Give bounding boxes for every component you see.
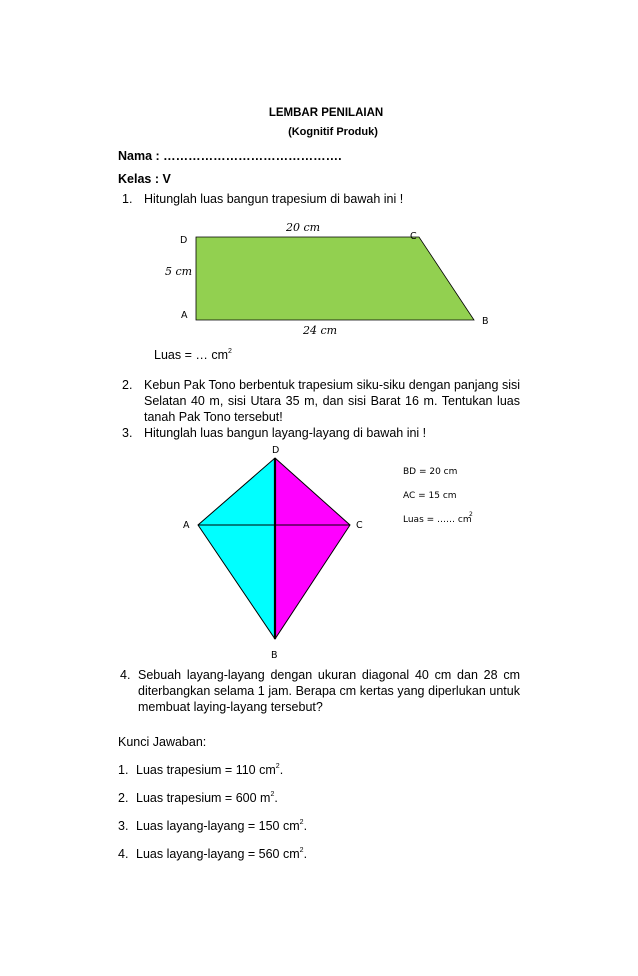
answer-key-superscript: 2 — [275, 763, 280, 770]
answer-key-item — [118, 762, 284, 778]
answer-key-text-3 — [136, 818, 307, 834]
q3-text: Hitunglah luas bangun layang-layang di bawah ini ! — [144, 426, 427, 440]
name-field-label: Nama : ……………………………………. — [118, 149, 342, 163]
kite-vertex-b: B — [271, 650, 278, 661]
answer-key-number: 2. — [118, 791, 129, 805]
answer-key-title: Kunci Jawaban: — [118, 735, 207, 749]
q2-number: 2. — [122, 378, 133, 392]
answer-key-text-4 — [136, 846, 307, 862]
answer-key-superscript: 2 — [270, 791, 275, 798]
trapezoid-bottom-dimension: 24 cm — [303, 324, 338, 337]
trapezoid-vertex-c: C — [410, 231, 417, 242]
trapezoid-vertex-d: D — [180, 235, 188, 246]
q1-answer-superscript: 2 — [228, 348, 232, 355]
answer-key-period: . — [303, 819, 308, 833]
answer-key-period: . — [303, 847, 308, 861]
q4-number: 4. — [120, 668, 131, 682]
answer-key-number: 1. — [118, 763, 129, 777]
answer-key-value: Luas layang-layang = 560 cm — [136, 847, 300, 861]
q1-number: 1. — [122, 192, 133, 206]
kite-info-bd: BD = 20 cm — [403, 467, 458, 477]
kite-info-luas: Luas = …… cm — [403, 515, 472, 525]
kite-right-half — [275, 458, 350, 639]
answer-key-item — [118, 790, 278, 806]
kite-info-luas-superscript: 2 — [469, 511, 473, 518]
subtitle-text: (Kognitif Produk) — [288, 126, 378, 138]
answer-key-text-1 — [136, 762, 283, 778]
q1-answer-prefix: Luas = … cm — [154, 348, 228, 362]
answer-key-superscript: 2 — [299, 847, 304, 854]
trapezoid-vertex-b: B — [482, 316, 489, 327]
answer-key-item — [118, 818, 308, 834]
answer-key-value: Luas layang-layang = 150 cm — [136, 819, 300, 833]
answer-key-period: . — [279, 763, 284, 777]
answer-key-number: 3. — [118, 819, 129, 833]
q3-number: 3. — [122, 426, 133, 440]
q2-text: Kebun Pak Tono berbentuk trapesium siku-siku dengan panjang sisi Selatan 40 m, sisi Utara 35 m, dan sisi Barat 16 m. Tentukan luas tanah Pak Tono tersebut! — [144, 378, 520, 424]
kite-left-half — [198, 458, 275, 639]
answer-key-item — [118, 846, 308, 862]
q1-text: Hitunglah luas bangun trapesium di bawah ini ! — [144, 192, 404, 206]
trapezoid-left-dimension: 5 cm — [165, 265, 193, 278]
answer-key-value: Luas trapesium = 110 cm — [136, 763, 276, 777]
q4-text: Sebuah layang-layang dengan ukuran diagonal 40 cm dan 28 cm diterbangkan selama 1 jam. Berapa cm kertas yang diperlukan untuk membuat laying-layang tersebut? — [138, 668, 520, 714]
kite-vertex-a: A — [183, 520, 190, 531]
class-field-label: Kelas : V — [118, 172, 171, 186]
trapezoid-vertex-a: A — [181, 310, 188, 321]
answer-key-value: Luas trapesium = 600 m — [136, 791, 271, 805]
answer-key-period: . — [274, 791, 278, 805]
kite-info-ac: AC = 15 cm — [403, 491, 457, 501]
trapezoid-top-dimension: 20 cm — [286, 221, 321, 234]
answer-key-superscript: 2 — [299, 819, 304, 826]
kite-vertex-c: C — [356, 520, 363, 531]
answer-key-text-2 — [136, 790, 278, 806]
title-text: LEMBAR PENILAIAN — [268, 107, 384, 119]
answer-key-number: 4. — [118, 847, 129, 861]
kite-vertex-d: D — [272, 445, 280, 456]
